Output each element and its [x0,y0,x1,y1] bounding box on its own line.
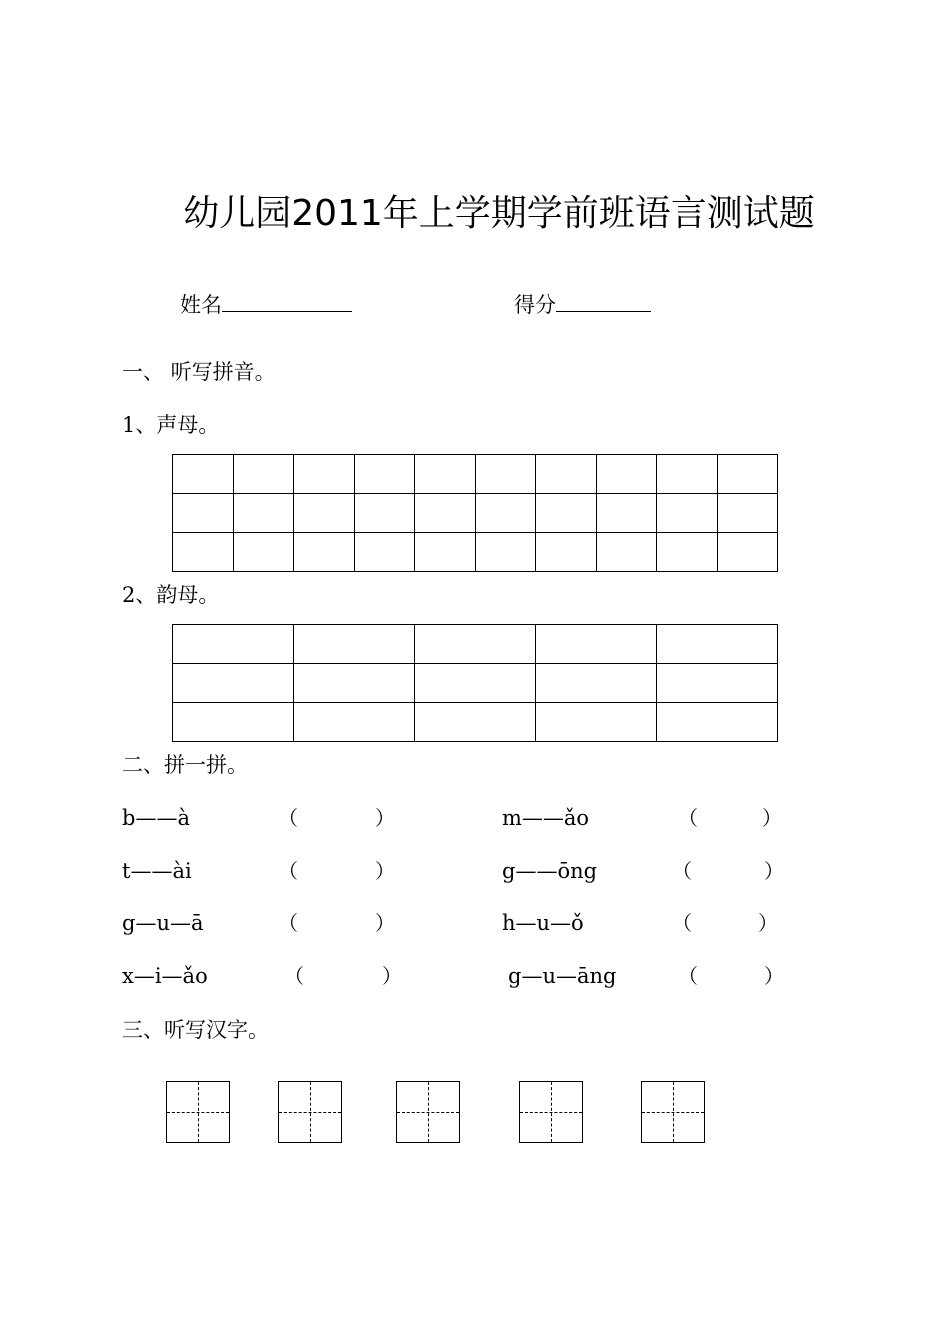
grid-cell[interactable] [354,533,415,572]
pinyin-item-4-left: x—i—ǎo [122,964,208,988]
grid-cell[interactable] [294,703,415,742]
pinyin-item-1-left: b——à [122,806,190,830]
grid-cell[interactable] [657,625,778,664]
section-3-heading: 三、听写汉字。 [122,1018,269,1042]
grid-cell[interactable] [354,494,415,533]
paren-open: （ [678,806,698,830]
grid-cell[interactable] [536,455,597,494]
grid-cell[interactable] [173,664,294,703]
grid-cell[interactable] [657,664,778,703]
grid-cell[interactable] [536,625,657,664]
pinyin-item-3-left: g—u—ā [122,911,204,935]
score-label: 得分 [514,293,556,317]
grid-cell[interactable] [294,455,355,494]
grid-cell[interactable] [233,494,294,533]
paren-open: （ [678,964,698,988]
grid-cell[interactable] [173,533,234,572]
hanzi-writing-box[interactable] [519,1081,583,1143]
paren-close: ） [375,911,395,935]
grid-cell[interactable] [173,494,234,533]
grid-cell[interactable] [475,494,536,533]
hanzi-writing-box[interactable] [278,1081,342,1143]
grid-cell[interactable] [536,703,657,742]
paren-close: ） [764,964,784,988]
grid-cell[interactable] [596,494,657,533]
grid-row [173,703,778,742]
section-2-heading: 二、拼一拼。 [122,753,248,777]
name-field [180,290,352,320]
pinyin-item-2-right: g——ōng [502,859,598,883]
finals-grid [172,624,778,742]
grid-cell[interactable] [657,533,718,572]
grid-cell[interactable] [657,455,718,494]
grid-cell[interactable] [173,703,294,742]
pinyin-item-1-right: m——ǎo [502,806,590,830]
page-title: 幼儿园2011年上学期学前班语言测试题 [183,193,815,234]
grid-cell[interactable] [173,455,234,494]
name-label: 姓名 [180,293,222,317]
grid-cell[interactable] [657,494,718,533]
paren-open: （ [284,964,304,988]
section-1-2-heading: 2、韵母。 [122,583,220,607]
pinyin-item-3-right: h—u—ǒ [502,911,584,935]
paren-open: （ [672,911,692,935]
grid-cell[interactable] [717,494,778,533]
grid-cell[interactable] [294,664,415,703]
score-blank[interactable] [556,291,651,312]
grid-cell[interactable] [717,455,778,494]
grid-cell[interactable] [536,494,597,533]
grid-cell[interactable] [415,625,536,664]
grid-cell[interactable] [536,533,597,572]
grid-cell[interactable] [354,455,415,494]
paren-close: ） [762,806,782,830]
pinyin-item-4-right: g—u—āng [508,964,617,988]
paren-close: ） [382,964,402,988]
grid-row [173,455,778,494]
paren-open: （ [278,806,298,830]
grid-cell[interactable] [717,533,778,572]
section-1-1-heading: 1、声母。 [122,413,220,437]
grid-cell[interactable] [536,664,657,703]
paren-close: ） [375,859,395,883]
paren-close: ） [758,911,778,935]
paren-close: ） [764,859,784,883]
paren-open: （ [278,859,298,883]
pinyin-item-2-left: t——ài [122,859,192,883]
grid-cell[interactable] [294,494,355,533]
paren-open: （ [278,911,298,935]
grid-cell[interactable] [415,664,536,703]
section-1-heading: 一、 听写拼音。 [122,360,276,384]
hanzi-writing-box[interactable] [166,1081,230,1143]
grid-cell[interactable] [415,703,536,742]
grid-cell[interactable] [596,533,657,572]
grid-cell[interactable] [415,455,476,494]
grid-cell[interactable] [233,533,294,572]
grid-cell[interactable] [657,703,778,742]
score-field [514,290,651,320]
hanzi-writing-box[interactable] [641,1081,705,1143]
grid-cell[interactable] [475,533,536,572]
grid-row [173,625,778,664]
grid-cell[interactable] [233,455,294,494]
grid-row [173,664,778,703]
paren-open: （ [672,859,692,883]
grid-cell[interactable] [475,455,536,494]
grid-cell[interactable] [173,625,294,664]
grid-cell[interactable] [415,533,476,572]
paren-close: ） [375,806,395,830]
name-blank[interactable] [222,291,352,312]
grid-cell[interactable] [596,455,657,494]
grid-cell[interactable] [294,533,355,572]
initials-grid [172,454,778,572]
hanzi-writing-box[interactable] [396,1081,460,1143]
grid-row [173,533,778,572]
grid-row [173,494,778,533]
grid-cell[interactable] [415,494,476,533]
grid-cell[interactable] [294,625,415,664]
